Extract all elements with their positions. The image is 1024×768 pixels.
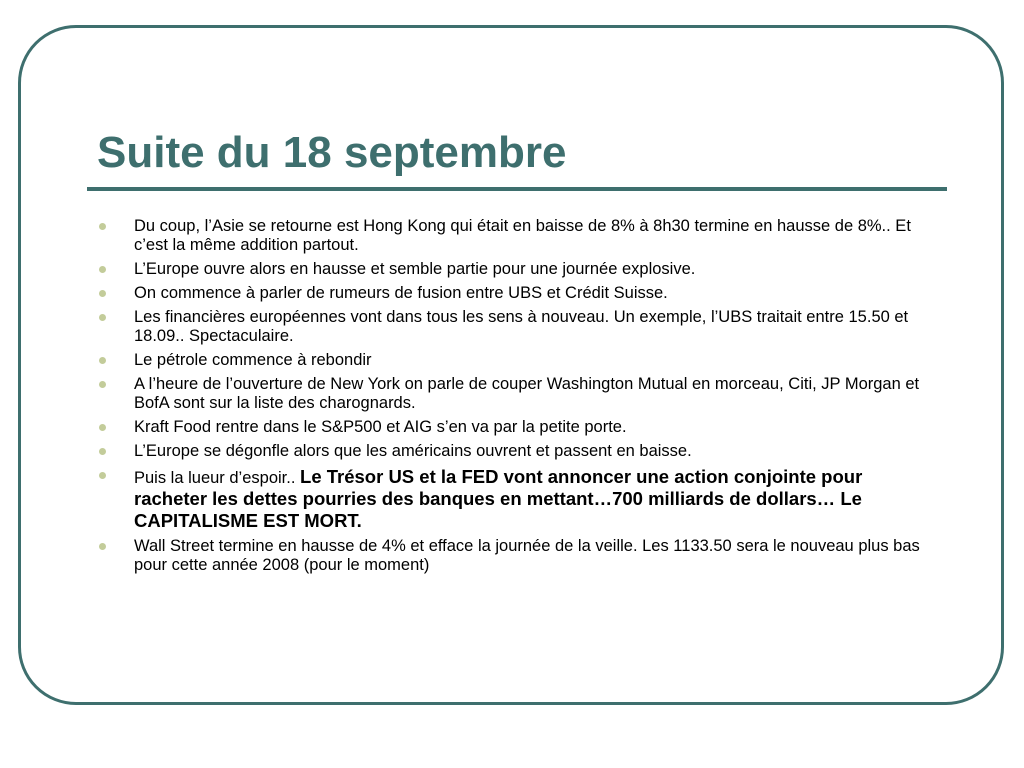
bullet-item (134, 375, 934, 413)
bullet-dot-icon (99, 472, 106, 479)
bullet-text: On commence à parler de rumeurs de fusion entre UBS et Crédit Suisse. (134, 284, 668, 302)
bullet-text: Puis la lueur d’espoir.. (134, 469, 301, 487)
bullet-text: A l’heure de l’ouverture de New York on parle de couper Washington Mutual en morceau, Citi, JP Morgan et BofA sont sur la liste des charognards. (134, 375, 920, 412)
bullet-dot-icon (99, 424, 106, 431)
bullet-text: Du coup, l’Asie se retourne est Hong Kong qui était en baisse de 8% à 8h30 termine en hausse de 8%.. Et c’est la même addition partout. (134, 217, 911, 254)
slide-title: Suite du 18 septembre (97, 128, 567, 177)
bullet-list (134, 217, 934, 580)
bullet-item (134, 442, 934, 461)
bullet-item (134, 284, 934, 303)
bullet-item (134, 308, 934, 346)
bullet-emphasis-text: Le Trésor US et la FED vont annoncer une action conjointe pour racheter les dettes pourries des banques en mettant…700 milliards de dollars… Le CAPITALISME EST MORT. (134, 466, 863, 531)
bullet-item (134, 418, 934, 437)
bullet-dot-icon (99, 266, 106, 273)
bullet-item (134, 351, 934, 370)
bullet-dot-icon (99, 381, 106, 388)
bullet-dot-icon (99, 314, 106, 321)
bullet-text: Le pétrole commence à rebondir (134, 351, 372, 369)
bullet-dot-icon (99, 290, 106, 297)
bullet-item (134, 466, 934, 532)
bullet-text: Les financières européennes vont dans tous les sens à nouveau. Un exemple, l’UBS traitait entre 15.50 et 18.09.. Spectaculaire. (134, 308, 909, 345)
bullet-text: Wall Street termine en hausse de 4% et efface la journée de la veille. Les 1133.50 sera le nouveau plus bas pour cette année 2008 (pour le moment) (134, 537, 920, 574)
bullet-item (134, 260, 934, 279)
bullet-text: L’Europe se dégonfle alors que les américains ouvrent et passent en baisse. (134, 442, 692, 460)
bullet-item (134, 537, 934, 575)
title-underline (87, 187, 947, 191)
bullet-text: Kraft Food rentre dans le S&P500 et AIG s’en va par la petite porte. (134, 418, 627, 436)
bullet-dot-icon (99, 448, 106, 455)
bullet-dot-icon (99, 357, 106, 364)
bullet-dot-icon (99, 223, 106, 230)
bullet-dot-icon (99, 543, 106, 550)
bullet-item (134, 217, 934, 255)
bullet-text: L’Europe ouvre alors en hausse et semble partie pour une journée explosive. (134, 260, 696, 278)
